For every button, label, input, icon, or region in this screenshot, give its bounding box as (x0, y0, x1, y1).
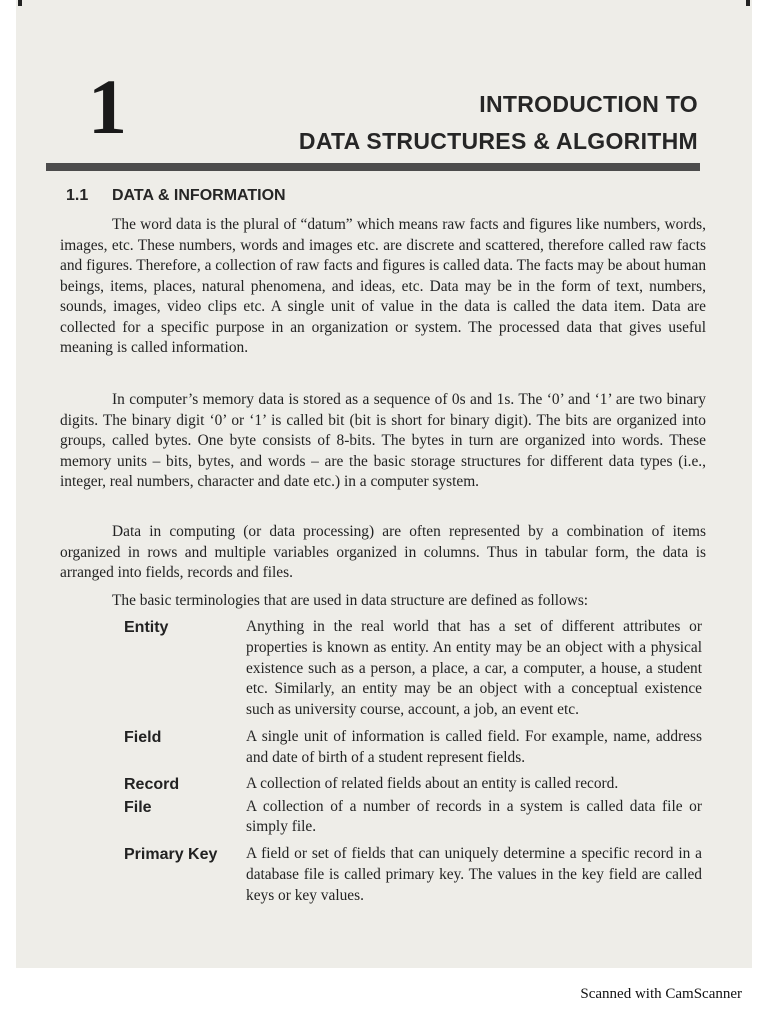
paragraph-text: Data in computing (or data processing) are often represented by a combination of items organized in rows and multiple variables organized in columns. Thus in tabular form, the data is arranged into fields, records and files. (60, 523, 706, 581)
definition-primary-key (124, 844, 708, 906)
paragraph-text: The word data is the plural of “datum” which means raw facts and figures like numbers, words, images, etc. These numbers, words and images etc. are discrete and scattered, therefore called raw facts and figures. Therefore, a collection of raw facts and figures is called data. The facts may be about human beings, items, places, natural phenomena, and ideas, etc. Data may be in the form of text, numbers, sounds, images, video clips etc. A single unit of value in the data is called the data item. Data are collected for a specific purpose in an organization or system. The processed data that gives useful meaning is called information. (60, 216, 707, 356)
definition-field (124, 727, 708, 769)
title-rule (46, 163, 700, 171)
paragraph-tabular-form (60, 522, 706, 584)
chapter-title-line-2: DATA STRUCTURES & ALGORITHM (298, 128, 698, 154)
definition-text: Anything in the real world that has a set of different attributes or properties is known as entity. An entity may be an object with a physical existence such as a person, a place, a car, a computer, a house, a student etc. Similarly, an entity may be an object with a conceptual existence such as university course, account, a job, an event etc. (246, 618, 702, 719)
scanner-watermark: Scanned with CamScanner (580, 986, 742, 1002)
definition-text: A collection of a number of records in a system is called data file or simply file. (246, 797, 702, 836)
paragraph-data-definition (60, 215, 706, 359)
definition-record (124, 774, 708, 795)
paragraph-memory-storage (60, 390, 706, 493)
section-heading (66, 187, 286, 205)
scan-speck (18, 0, 22, 6)
definition-text: A collection of related fields about an entity is called record. (246, 774, 619, 792)
definition-term: File (124, 798, 152, 816)
definition-list (124, 617, 708, 907)
chapter-number: 1 (88, 63, 127, 150)
paragraph-text: In computer’s memory data is stored as a sequence of 0s and 1s. The ‘0’ and ‘1’ are two binary digits. The binary digit ‘0’ or ‘1’ is called bit (bit is short for binary digit). The bits are organized into groups, called bytes. One byte consists of 8-bits. The bytes in turn are organized into words. These memory units – bits, bytes, and words – are the basic storage structures for different data types (i.e., integer, real numbers, character and date etc.) in a computer system. (60, 391, 706, 490)
definition-term: Record (124, 775, 180, 793)
paragraph-terminology-intro (60, 591, 706, 612)
definition-entity (124, 617, 708, 721)
section-title: DATA & INFORMATION (112, 187, 286, 204)
definition-term: Primary Key (124, 846, 218, 864)
scan-speck (746, 0, 750, 6)
definition-text: A field or set of fields that can uniquely determine a specific record in a database file is called primary key. The values in the key field are called keys or key values. (246, 845, 702, 904)
definition-term: Field (124, 728, 162, 746)
chapter-title-line-1: INTRODUCTION TO (479, 91, 698, 117)
definition-term: Entity (124, 619, 169, 636)
section-number: 1.1 (66, 187, 89, 204)
chapter-title (178, 86, 698, 160)
paragraph-text: The basic terminologies that are used in data structure are defined as follows: (112, 592, 589, 609)
definition-text: A single unit of information is called field. For example, name, address and date of birth of a student represent fields. (246, 727, 702, 766)
definition-file (124, 797, 708, 839)
